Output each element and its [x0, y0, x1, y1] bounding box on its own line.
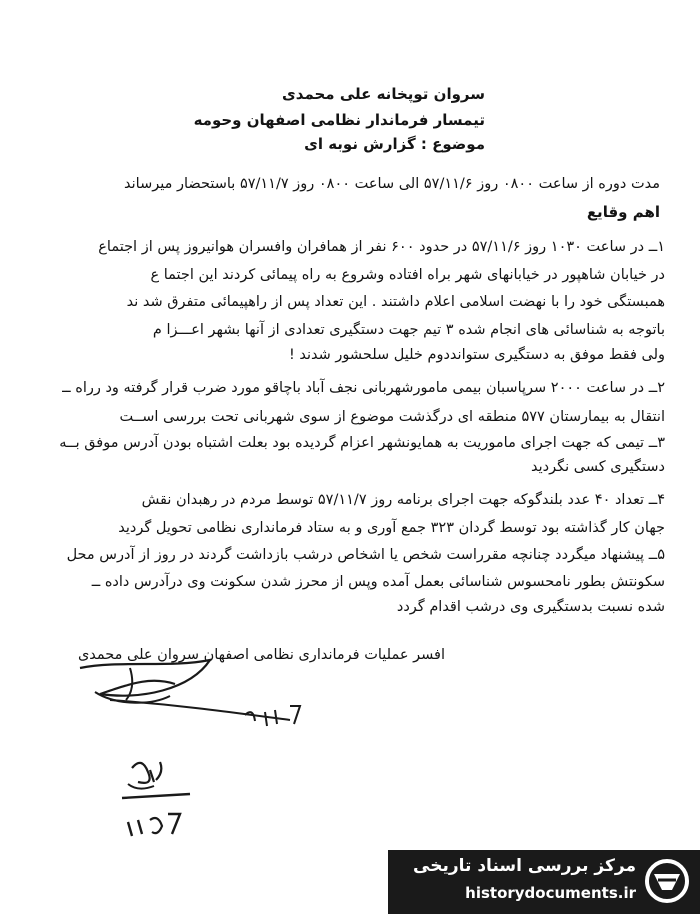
annotation-mark-top — [132, 763, 150, 783]
body-line-13: سکونتش بطور نامحسوس شناسائی بعمل آمده وپس از محرز شدن سکونت وی درآدرس داده ــ — [91, 574, 665, 590]
annotation-mark-bottom — [128, 820, 142, 836]
body-line-7: انتقال به بیمارستان ۵۷۷ منطقه ای درگذشت موضوع از سوی شهربانی تحت بررسی اســت — [119, 409, 665, 425]
footer-url: historydocuments.ir — [465, 884, 636, 902]
archive-logo-icon — [642, 856, 692, 906]
body-line-6: ۲ــ در ساعت ۲۰۰۰ سرپاسبان بیمی مامورشهربانی نجف آباد باچاقو مورد ضرب قرار گرفته ود رراه ــ — [62, 380, 665, 396]
signature-scribble — [80, 660, 210, 696]
report-period: مدت دوره از ساعت ۰۸۰۰ روز ۵۷/۱۱/۶ الی ساعت ۰۸۰۰ روز ۵۷/۱۱/۷ باستحضار میرساند — [124, 176, 660, 192]
signature-title: افسر عملیات فرمانداری نظامی اصفهان سروان علی محمدی — [77, 647, 445, 663]
body-line-11: جهان کار گذاشته بود توسط گردان ۳۲۳ جمع آوری و به ستاد فرمانداری نظامی تحویل گردید — [118, 520, 665, 536]
footer-org-name: مرکز بررسی اسناد تاریخی — [413, 856, 636, 876]
body-line-2: در خیابان شاهپور در خیابانهای شهر براه افتاده وشروع به راه پیمائی کردند این اجتما ع — [150, 267, 665, 283]
header-recipient: تیمسار فرماندار نظامی اصفهان وحومه — [193, 111, 485, 129]
body-line-12: ۵ــ پیشنهاد میگردد چنانچه مقرراست شخص یا اشخاص درشب بازداشت گردند در روز از آدرس محل — [66, 547, 665, 563]
body-line-5: ولی فقط موفق به دستگیری ستوانددوم خلیل سلحشور شدند ! — [288, 347, 665, 363]
header-subject: موضوع : گزارش نوبه ای — [304, 135, 485, 153]
body-line-3: همبستگی خود را با نهضت اسلامی اعلام داشتند . این تعداد پس از راهپیمائی متفرق شد ند — [126, 294, 665, 310]
signature-flourish — [110, 700, 290, 720]
body-line-14: شده نسبت بدستگیری وی درشب اقدام گردد — [396, 599, 665, 615]
section-heading: اهم وقایع — [586, 203, 660, 221]
header-sender: سروان توپخانه علی محمدی — [282, 85, 485, 103]
footer-watermark — [388, 850, 700, 914]
annotation-divider — [122, 794, 190, 798]
body-line-1: ۱ــ در ساعت ۱۰۳۰ روز ۵۷/۱۱/۶ در حدود ۶۰۰ نفر از همافران وافسران هوانیروز پس از اجتماع — [98, 239, 665, 255]
body-line-4: باتوجه به شناسائی های انجام شده ۳ تیم جهت دستگیری تعدادی از آنها بشهر اعـــزا م — [152, 322, 665, 338]
body-line-10: ۴ــ تعداد ۴۰ عدد بلندگوکه جهت اجرای برنامه روز ۵۷/۱۱/۷ توسط مردم در رهبدان نقش — [141, 492, 665, 508]
body-line-8: ۳ــ تیمی که جهت اجرای ماموریت به همایونشهر اعزام گردیده بود بعلت اشتباه بودن آدرس موفق بــه — [59, 435, 665, 451]
body-line-9: دستگیری کسی نگردید — [530, 459, 665, 475]
